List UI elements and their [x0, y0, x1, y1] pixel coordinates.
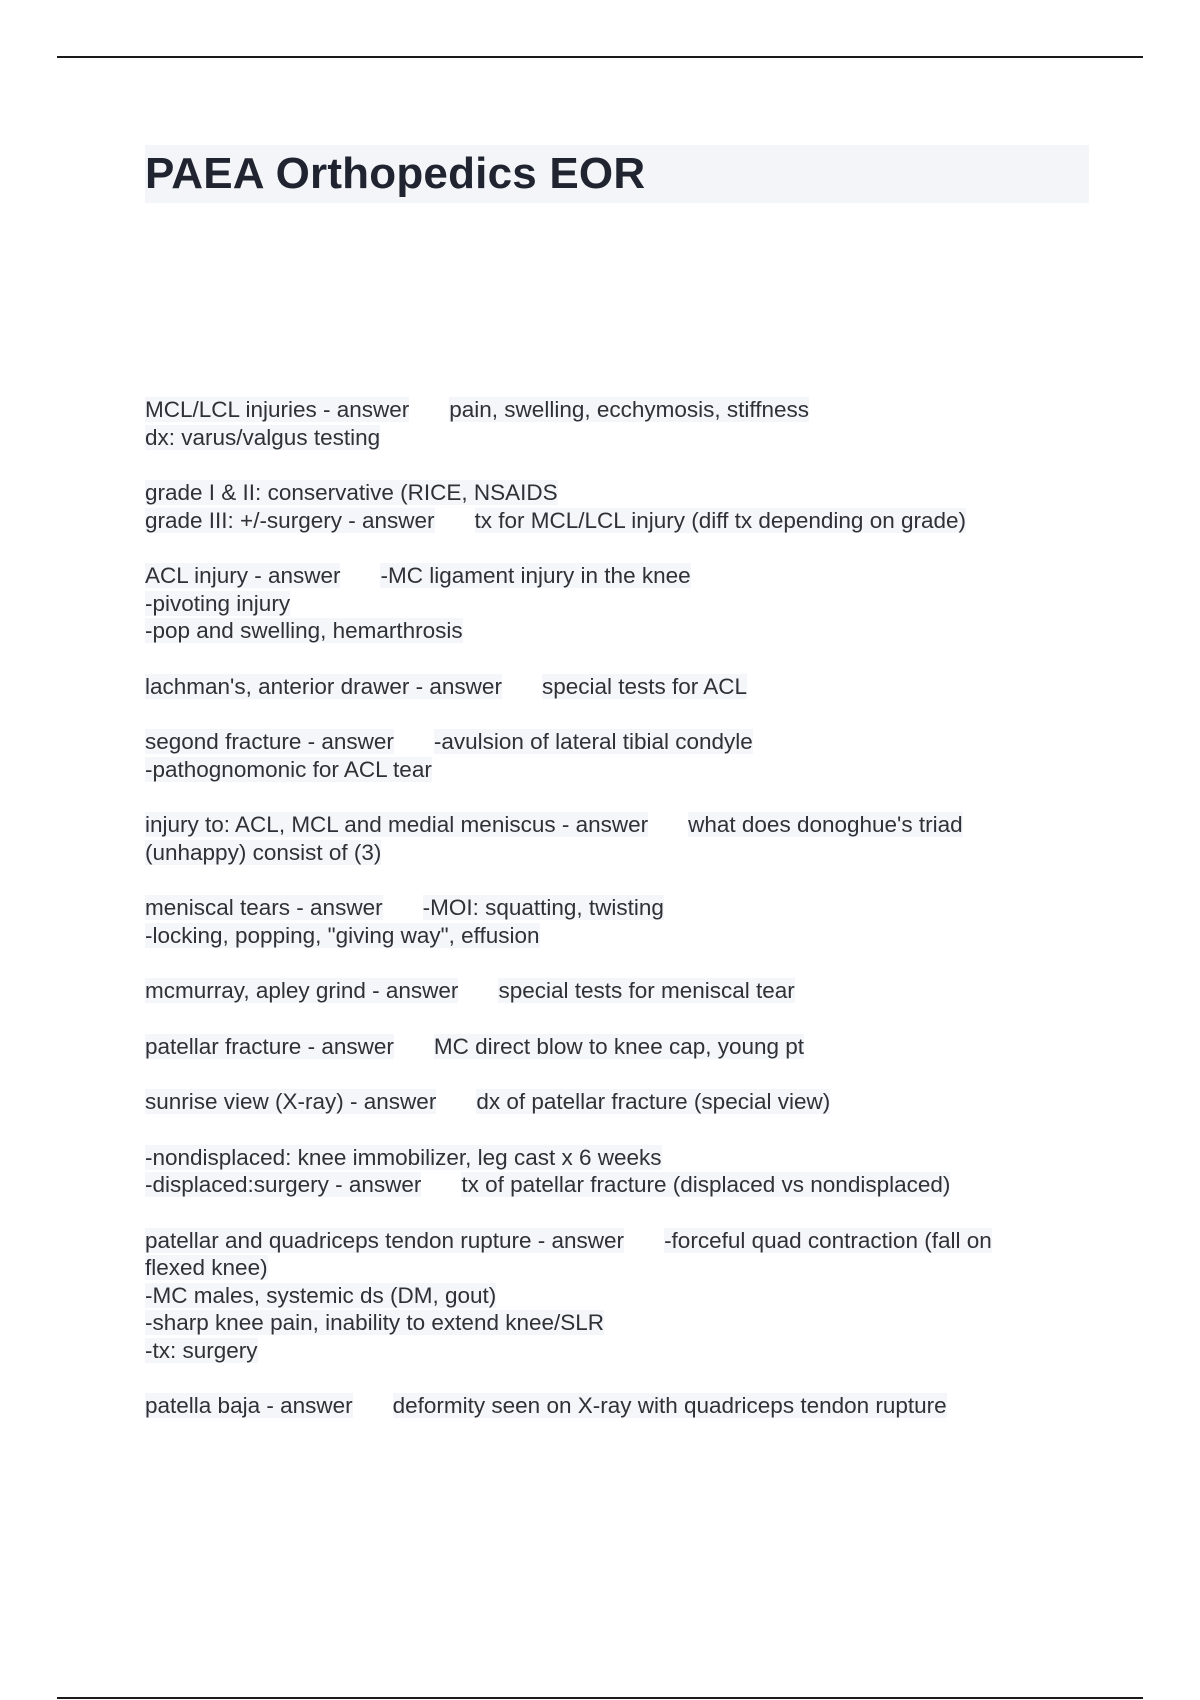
flashcard-back-text: MC direct blow to knee cap, young pt — [433, 1033, 805, 1059]
flashcard-back-text: -avulsion of lateral tibial condyle — [433, 729, 753, 754]
flashcard-line — [145, 507, 1075, 535]
flashcard-back-text: dx of patellar fracture (special view) — [476, 1089, 831, 1114]
flashcard-entry — [145, 1088, 1075, 1116]
flashcard-back-text: -MC ligament injury in the knee — [380, 563, 691, 588]
flashcard-line — [145, 1144, 1075, 1172]
flashcard-front-text: grade III: +/-surgery - answer — [145, 507, 435, 533]
flashcard-entry — [145, 1144, 1075, 1199]
flashcard-line — [145, 811, 1075, 839]
flashcard-back-text: -tx: surgery — [145, 1337, 258, 1363]
flashcard-back-text: what does donoghue's triad — [688, 812, 963, 837]
flashcard-front-text: meniscal tears - answer — [145, 895, 383, 920]
flashcard-front-text: grade I & II: conservative (RICE, NSAIDS — [145, 480, 558, 505]
flashcard-entry — [145, 562, 1075, 645]
flashcard-entry — [145, 1227, 1075, 1365]
flashcard-back-text: special tests for meniscal tear — [498, 978, 795, 1003]
flashcard-back-text: (unhappy) consist of (3) — [145, 839, 382, 865]
flashcard-back-text: -sharp knee pain, inability to extend knee/SLR — [145, 1310, 605, 1335]
flashcard-line — [145, 590, 1075, 618]
flashcard-line — [145, 1171, 1075, 1199]
flashcard-entry — [145, 396, 1075, 451]
flashcard-back-text: -MC males, systemic ds (DM, gout) — [145, 1282, 497, 1308]
flashcard-line — [145, 839, 1075, 867]
flashcard-line — [145, 1088, 1075, 1116]
flashcard-front-text: patellar and quadriceps tendon rupture - answer — [145, 1227, 625, 1253]
flashcard-line — [145, 1227, 1075, 1255]
flashcard-front-text: segond fracture - answer — [145, 729, 394, 754]
flashcard-entry — [145, 673, 1075, 701]
flashcard-back-text: tx for MCL/LCL injury (diff tx depending on grade) — [474, 507, 967, 533]
flashcard-entry — [145, 811, 1075, 866]
flashcard-line — [145, 977, 1075, 1005]
page-title: PAEA Orthopedics EOR — [145, 149, 646, 198]
flashcard-entry — [145, 977, 1075, 1005]
flashcard-back-text: special tests for ACL — [541, 673, 748, 699]
flashcard-front-text: -nondisplaced: knee immobilizer, leg cast x 6 weeks — [145, 1144, 662, 1170]
flashcard-back-text: -pivoting injury — [145, 590, 291, 616]
flashcard-line — [145, 562, 1075, 590]
flashcard-back-text: -pop and swelling, hemarthrosis — [145, 618, 463, 643]
flashcard-entry — [145, 894, 1075, 949]
flashcard-line — [145, 894, 1075, 922]
flashcard-front-text: patellar fracture - answer — [145, 1033, 394, 1059]
flashcard-front-text: -displaced:surgery - answer — [145, 1172, 422, 1197]
flashcard-back-text: -locking, popping, "giving way", effusion — [145, 922, 540, 948]
flashcard-front-text: patella baja - answer — [145, 1393, 353, 1418]
flashcard-entry — [145, 1392, 1075, 1420]
flashcard-front-text: MCL/LCL injuries - answer — [145, 397, 410, 422]
flashcard-line — [145, 1392, 1075, 1420]
flashcard-back-text: deformity seen on X-ray with quadriceps tendon rupture — [392, 1393, 947, 1418]
flashcard-back-text: dx: varus/valgus testing — [145, 424, 381, 450]
flashcard-line — [145, 728, 1075, 756]
flashcard-front-text: ACL injury - answer — [145, 563, 341, 588]
flashcard-back-text: tx of patellar fracture (displaced vs nondisplaced) — [461, 1172, 951, 1197]
flashcard-line — [145, 1337, 1075, 1365]
flashcard-back-text: flexed knee) — [145, 1255, 268, 1280]
flashcard-line — [145, 396, 1075, 424]
flashcard-line — [145, 673, 1075, 701]
flashcard-back-text: -pathognomonic for ACL tear — [145, 756, 432, 782]
flashcard-back-text: -MOI: squatting, twisting — [422, 895, 664, 920]
flashcard-line — [145, 1282, 1075, 1310]
flashcard-line — [145, 424, 1075, 452]
flashcard-line — [145, 617, 1075, 645]
flashcard-front-text: mcmurray, apley grind - answer — [145, 978, 459, 1003]
flashcard-entry — [145, 728, 1075, 783]
flashcard-front-text: sunrise view (X-ray) - answer — [145, 1089, 437, 1114]
flashcard-list — [145, 396, 1075, 1448]
bottom-rule — [57, 1697, 1143, 1699]
flashcard-line — [145, 1309, 1075, 1337]
flashcard-entry — [145, 479, 1075, 534]
flashcard-line — [145, 922, 1075, 950]
flashcard-back-text: pain, swelling, ecchymosis, stiffness — [449, 397, 810, 422]
flashcard-line — [145, 1254, 1075, 1282]
top-rule — [57, 56, 1143, 58]
flashcard-front-text: injury to: ACL, MCL and medial meniscus - answer — [145, 812, 649, 837]
flashcard-back-text: -forceful quad contraction (fall on — [664, 1227, 992, 1253]
flashcard-line — [145, 479, 1075, 507]
flashcard-front-text: lachman's, anterior drawer - answer — [145, 673, 502, 699]
flashcard-line — [145, 1033, 1075, 1061]
flashcard-entry — [145, 1033, 1075, 1061]
flashcard-line — [145, 756, 1075, 784]
